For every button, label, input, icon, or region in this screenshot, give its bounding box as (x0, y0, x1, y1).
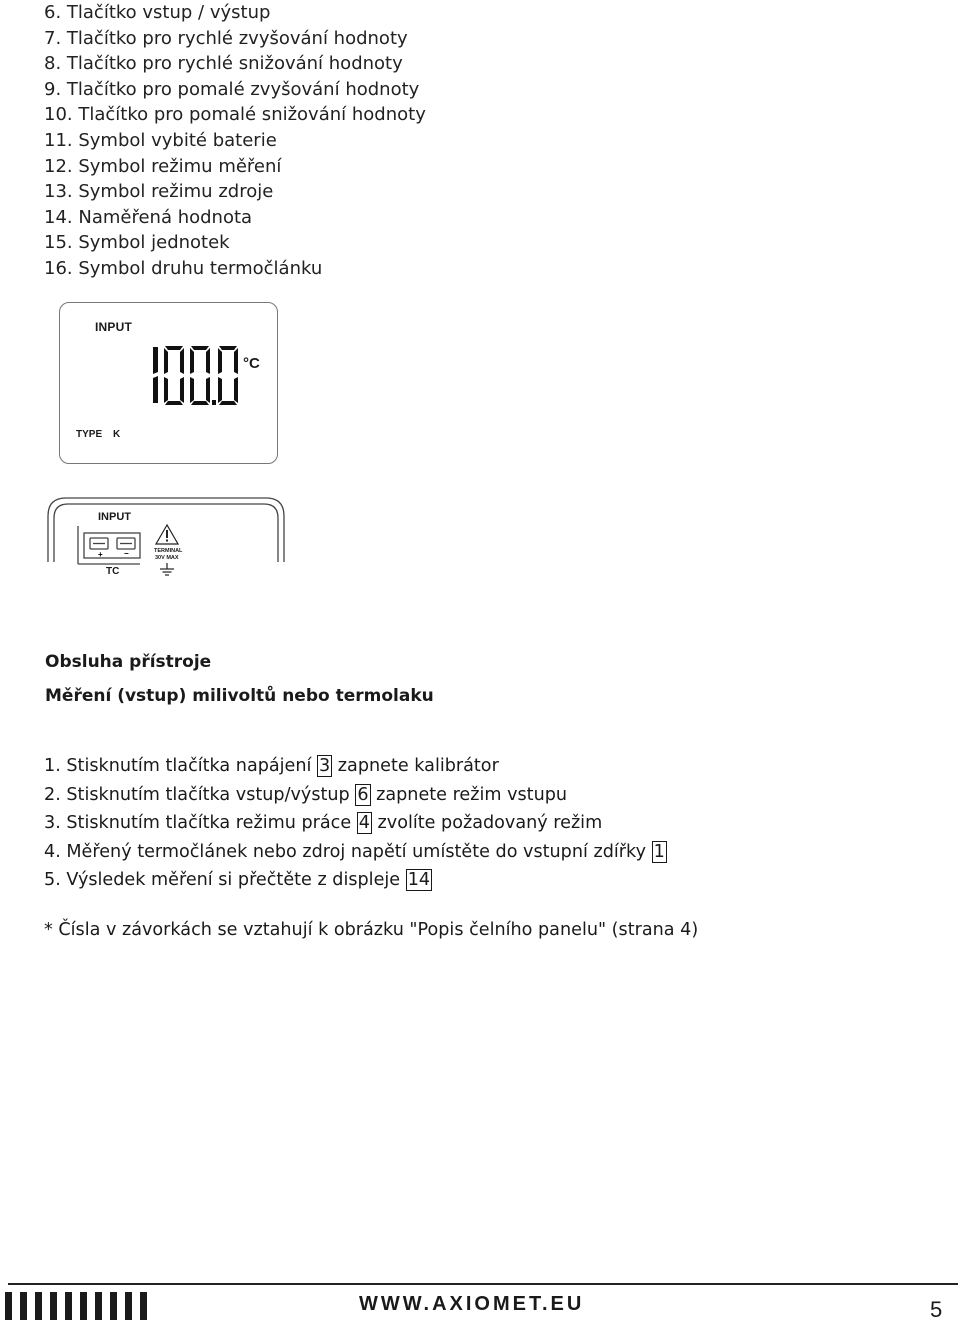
legend-item: 10. Tlačítko pro pomalé snižování hodnoty (44, 104, 426, 126)
terminal-voltage-text: 30V MAX (155, 555, 179, 561)
reference-number: 6 (357, 784, 369, 805)
lcd-type-value: K (113, 429, 121, 440)
footer-website: WWW.AXIOMET.EU (359, 1293, 585, 1315)
step-text: 3. Stisknutím tlačítka režimu práce (44, 813, 357, 834)
section-subheading: Měření (vstup) milivoltů nebo termolaku (45, 686, 434, 706)
warning-triangle-icon (156, 525, 178, 544)
terminal-input-label: INPUT (98, 511, 131, 523)
legend-item: 16. Symbol druhu termočlánku (44, 257, 323, 279)
lcd-input-label: INPUT (95, 320, 132, 334)
terminal-panel-outline (44, 494, 289, 584)
step-item (44, 781, 667, 810)
step-text: zvolíte požadovaný režim (371, 813, 603, 834)
legend-item: 9. Tlačítko pro pomalé zvyšování hodnoty (44, 78, 420, 100)
legend-item: 13. Symbol režimu zdroje (44, 181, 274, 203)
lcd-unit-symbol: °C (243, 355, 260, 372)
reference-number: 1 (653, 841, 665, 862)
steps-list (44, 752, 667, 895)
lcd-type-label: TYPE (76, 429, 103, 440)
legend-item: 7. Tlačítko pro rychlé zvyšování hodnoty (44, 27, 408, 49)
lcd-display-illustration (59, 302, 278, 464)
reference-number: 3 (319, 756, 331, 776)
legend-item: 15. Symbol jednotek (44, 232, 230, 254)
legend-item: 12. Symbol režimu měření (44, 155, 282, 177)
step-text: 5. Výsledek měření si přečtěte z displeje (44, 870, 406, 891)
ground-icon (160, 563, 174, 575)
terminal-warning-text: TERMINAL (154, 548, 183, 554)
reference-number: 4 (358, 813, 370, 834)
page-number: 5 (930, 1297, 943, 1322)
footer-divider (8, 1283, 958, 1285)
step-item (44, 752, 667, 781)
plus-sign: + (98, 550, 103, 559)
step-text: 1. Stisknutím tlačítka napájení (44, 756, 318, 776)
terminal-tc-label: TC (106, 566, 120, 577)
step-item (44, 809, 667, 838)
legend-list (44, 0, 426, 282)
minus-sign: − (124, 549, 129, 558)
step-text: zapnete kalibrátor (332, 756, 499, 776)
step-text: 2. Stisknutím tlačítka vstup/výstup (44, 784, 356, 805)
footer-bars-logo (5, 1292, 155, 1320)
lcd-reading-digits (140, 345, 242, 407)
legend-item: 6. Tlačítko vstup / výstup (44, 2, 271, 23)
legend-item: 14. Naměřená hodnota (44, 206, 253, 228)
reference-number: 14 (407, 870, 431, 891)
legend-item: 8. Tlačítko pro rychlé snižování hodnoty (44, 53, 403, 75)
step-text: zapnete režim vstupu (370, 784, 568, 805)
step-item (44, 866, 667, 895)
legend-item: 11. Symbol vybité baterie (44, 129, 277, 151)
footnote: * Čísla v závorkách se vztahují k obrázku "Popis čelního panelu" (strana 4) (44, 920, 699, 940)
input-terminal-illustration (44, 494, 289, 588)
section-heading: Obsluha přístroje (45, 652, 212, 672)
step-item (44, 838, 667, 867)
step-text: 4. Měřený termočlánek nebo zdroj napětí umístěte do vstupní zdířky (44, 841, 652, 862)
